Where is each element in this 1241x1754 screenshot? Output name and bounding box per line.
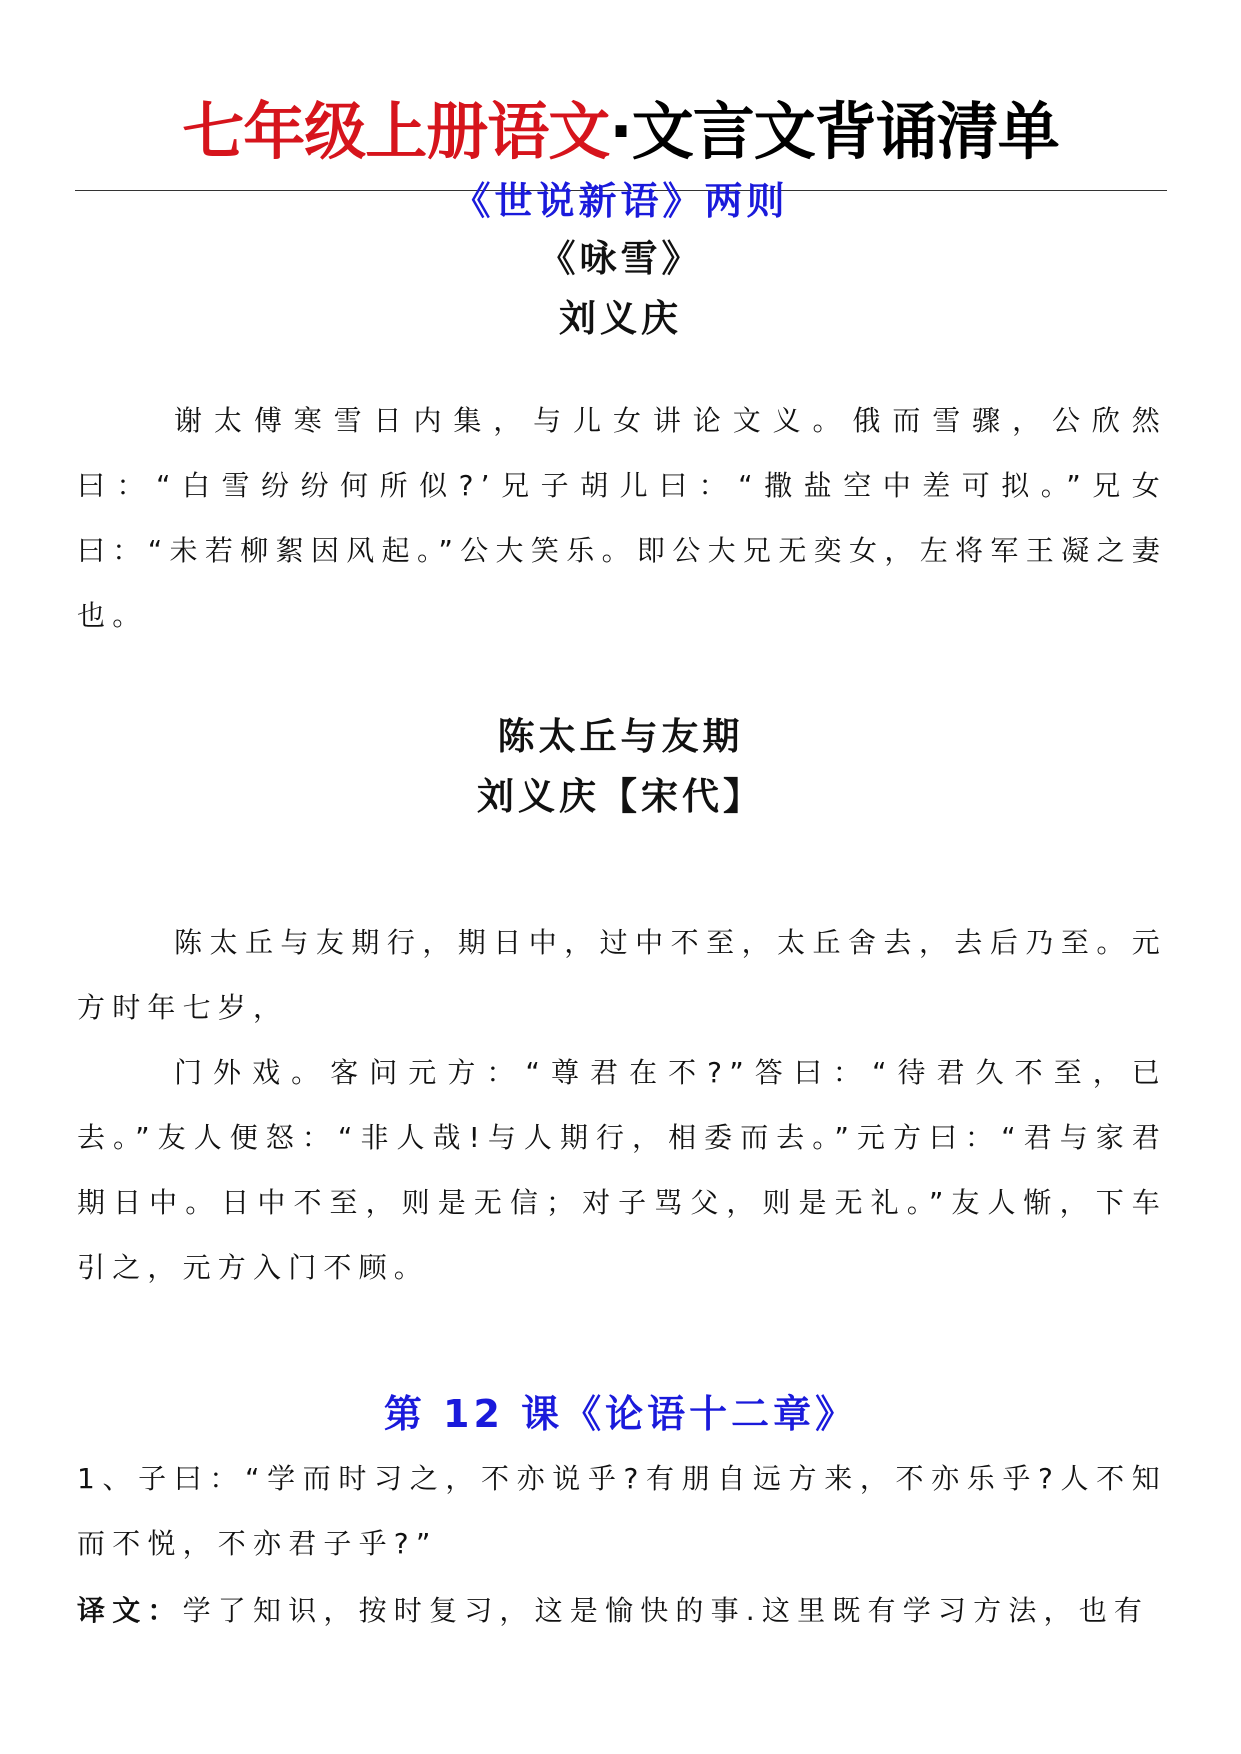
poem-text-yongxue: 谢太傅寒雪日内集，与儿女讲论文义。俄而雪骤，公欣然曰：“白雪纷纷何所似?’兄子胡儿曰：“撒盐空中差可拟。”兄女曰：“未若柳絮因风起。”公大笑乐。即公大兄无奕女，左将军王凝之妻也。	[77, 404, 1167, 632]
poem-text-chentaiqiu-part1: 陈太丘与友期行，期日中，过中不至，太丘舍去，去后乃至。元方时年七岁，	[77, 926, 1167, 1024]
poem-title-chentaiqiu: 陈太丘与友期	[497, 715, 744, 758]
section-heading-lunyu: 第 12 课《论语十二章》	[383, 1392, 858, 1436]
translation-text: 学了知识，按时复习，这是愉快的事.这里既有学习方法，也有	[182, 1594, 1150, 1627]
title-part-black: ·文言文背诵清单	[609, 95, 1059, 168]
lunyu-translation	[77, 1578, 1167, 1643]
poem-title-yongxue: 《咏雪》	[538, 237, 703, 280]
lunyu-item-1: 1、子曰：“学而时习之，不亦说乎?有朋自远方来，不亦乐乎?人不知而不悦，不亦君子乎?”	[77, 1462, 1167, 1560]
section-heading-shishuo: 《世说新语》两则	[452, 179, 789, 223]
translation-label: 译文：	[77, 1594, 183, 1627]
title-part-red: 七年级上册语文	[182, 95, 610, 168]
poem-author-chentaiqiu: 刘义庆【宋代】	[477, 775, 764, 818]
poem-author-yongxue: 刘义庆	[559, 297, 682, 340]
poem-text-chentaiqiu-part2: 门外戏。客问元方：“尊君在不?”答曰：“待君久不至，已去。”友人便怒：“非人哉!与人期行，相委而去。”元方曰：“君与家君期日中。日中不至，则是无信；对子骂父，则是无礼。”友人惭，下车引之，元方入门不顾。	[77, 1056, 1167, 1284]
document-title	[0, 92, 1241, 172]
